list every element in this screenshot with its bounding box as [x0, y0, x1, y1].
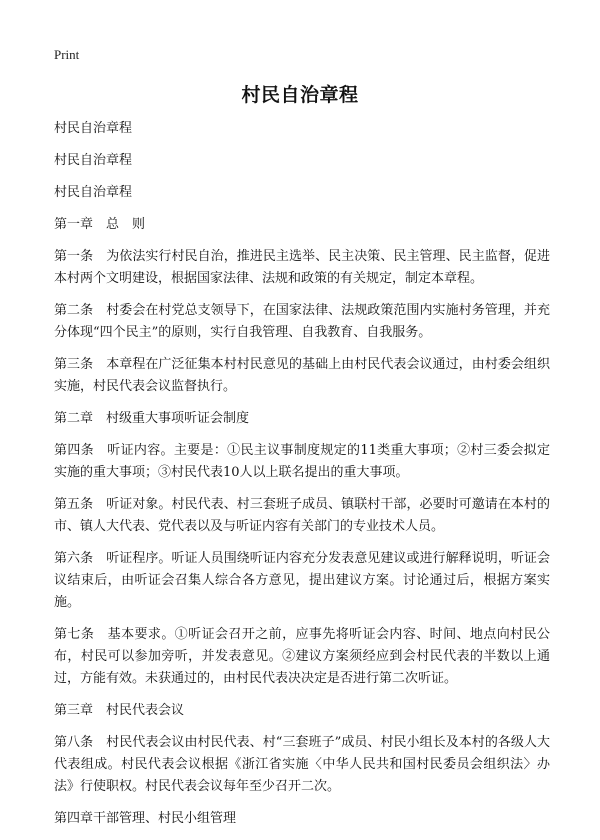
article-paragraph: 第六条 听证程序。听证人员围绕听证内容充分发表意见建议或进行解释说明，听证会议结束后，由听证会召集人综合各方意见，提出建议方案。讨论通过后，根据方案实施。	[54, 551, 550, 610]
print-link[interactable]: Print	[54, 47, 80, 62]
document-body	[54, 118, 550, 840]
subtitle-line: 村民自治章程	[54, 121, 133, 136]
chapter-heading: 第二章 村级重大事项听证会制度	[54, 411, 250, 426]
subtitle-line: 村民自治章程	[54, 185, 133, 200]
article-paragraph: 第五条 听证对象。村民代表、村三套班子成员、镇联村干部，必要时可邀请在本村的市、镇人大代表、党代表以及与听证内容有关部门的专业技术人员。	[54, 497, 550, 534]
subtitle-line: 村民自治章程	[54, 153, 133, 168]
article-paragraph: 第一条 为依法实行村民自治，推进民主选举、民主决策、民主管理、民主监督，促进本村两个文明建设，根据国家法律、法规和政策的有关规定，制定本章程。	[54, 249, 550, 286]
article-paragraph: 第二条 村委会在村党总支领导下，在国家法律、法规政策范围内实施村务管理，并充分体现“四个民主”的原则，实行自我管理、自我教育、自我服务。	[54, 303, 550, 340]
article-paragraph: 第七条 基本要求。①听证会召开之前，应事先将听证会内容、时间、地点向村民公布，村民可以参加旁听，并发表意见。②建议方案须经应到会村民代表的半数以上通过，方能有效。未获通过的，由村民代表决决定是否进行第二次听证。	[54, 627, 550, 686]
chapter-heading: 第三章 村民代表会议	[54, 703, 185, 718]
chapter-heading: 第四章干部管理、村民小组管理	[54, 811, 237, 826]
chapter-heading: 第一章 总 则	[54, 217, 146, 232]
article-paragraph: 第三条 本章程在广泛征集本村村民意见的基础上由村民代表会议通过，由村委会组织实施，村民代表会议监督执行。	[54, 357, 550, 394]
article-paragraph: 第八条 村民代表会议由村民代表、村“三套班子”成员、村民小组长及本村的各级人大代表组成。村民代表会议根据《浙江省实施〈中华人民共和国村民委员会组织法〉办法》行使职权。村民代表会议每年至少召开二次。	[54, 735, 550, 794]
article-paragraph: 第四条 听证内容。主要是：①民主议事制度规定的11类重大事项；②村三委会拟定实施的重大事项；③村民代表10人以上联名提出的重大事项。	[54, 443, 550, 480]
page-title: 村民自治章程	[241, 84, 359, 106]
